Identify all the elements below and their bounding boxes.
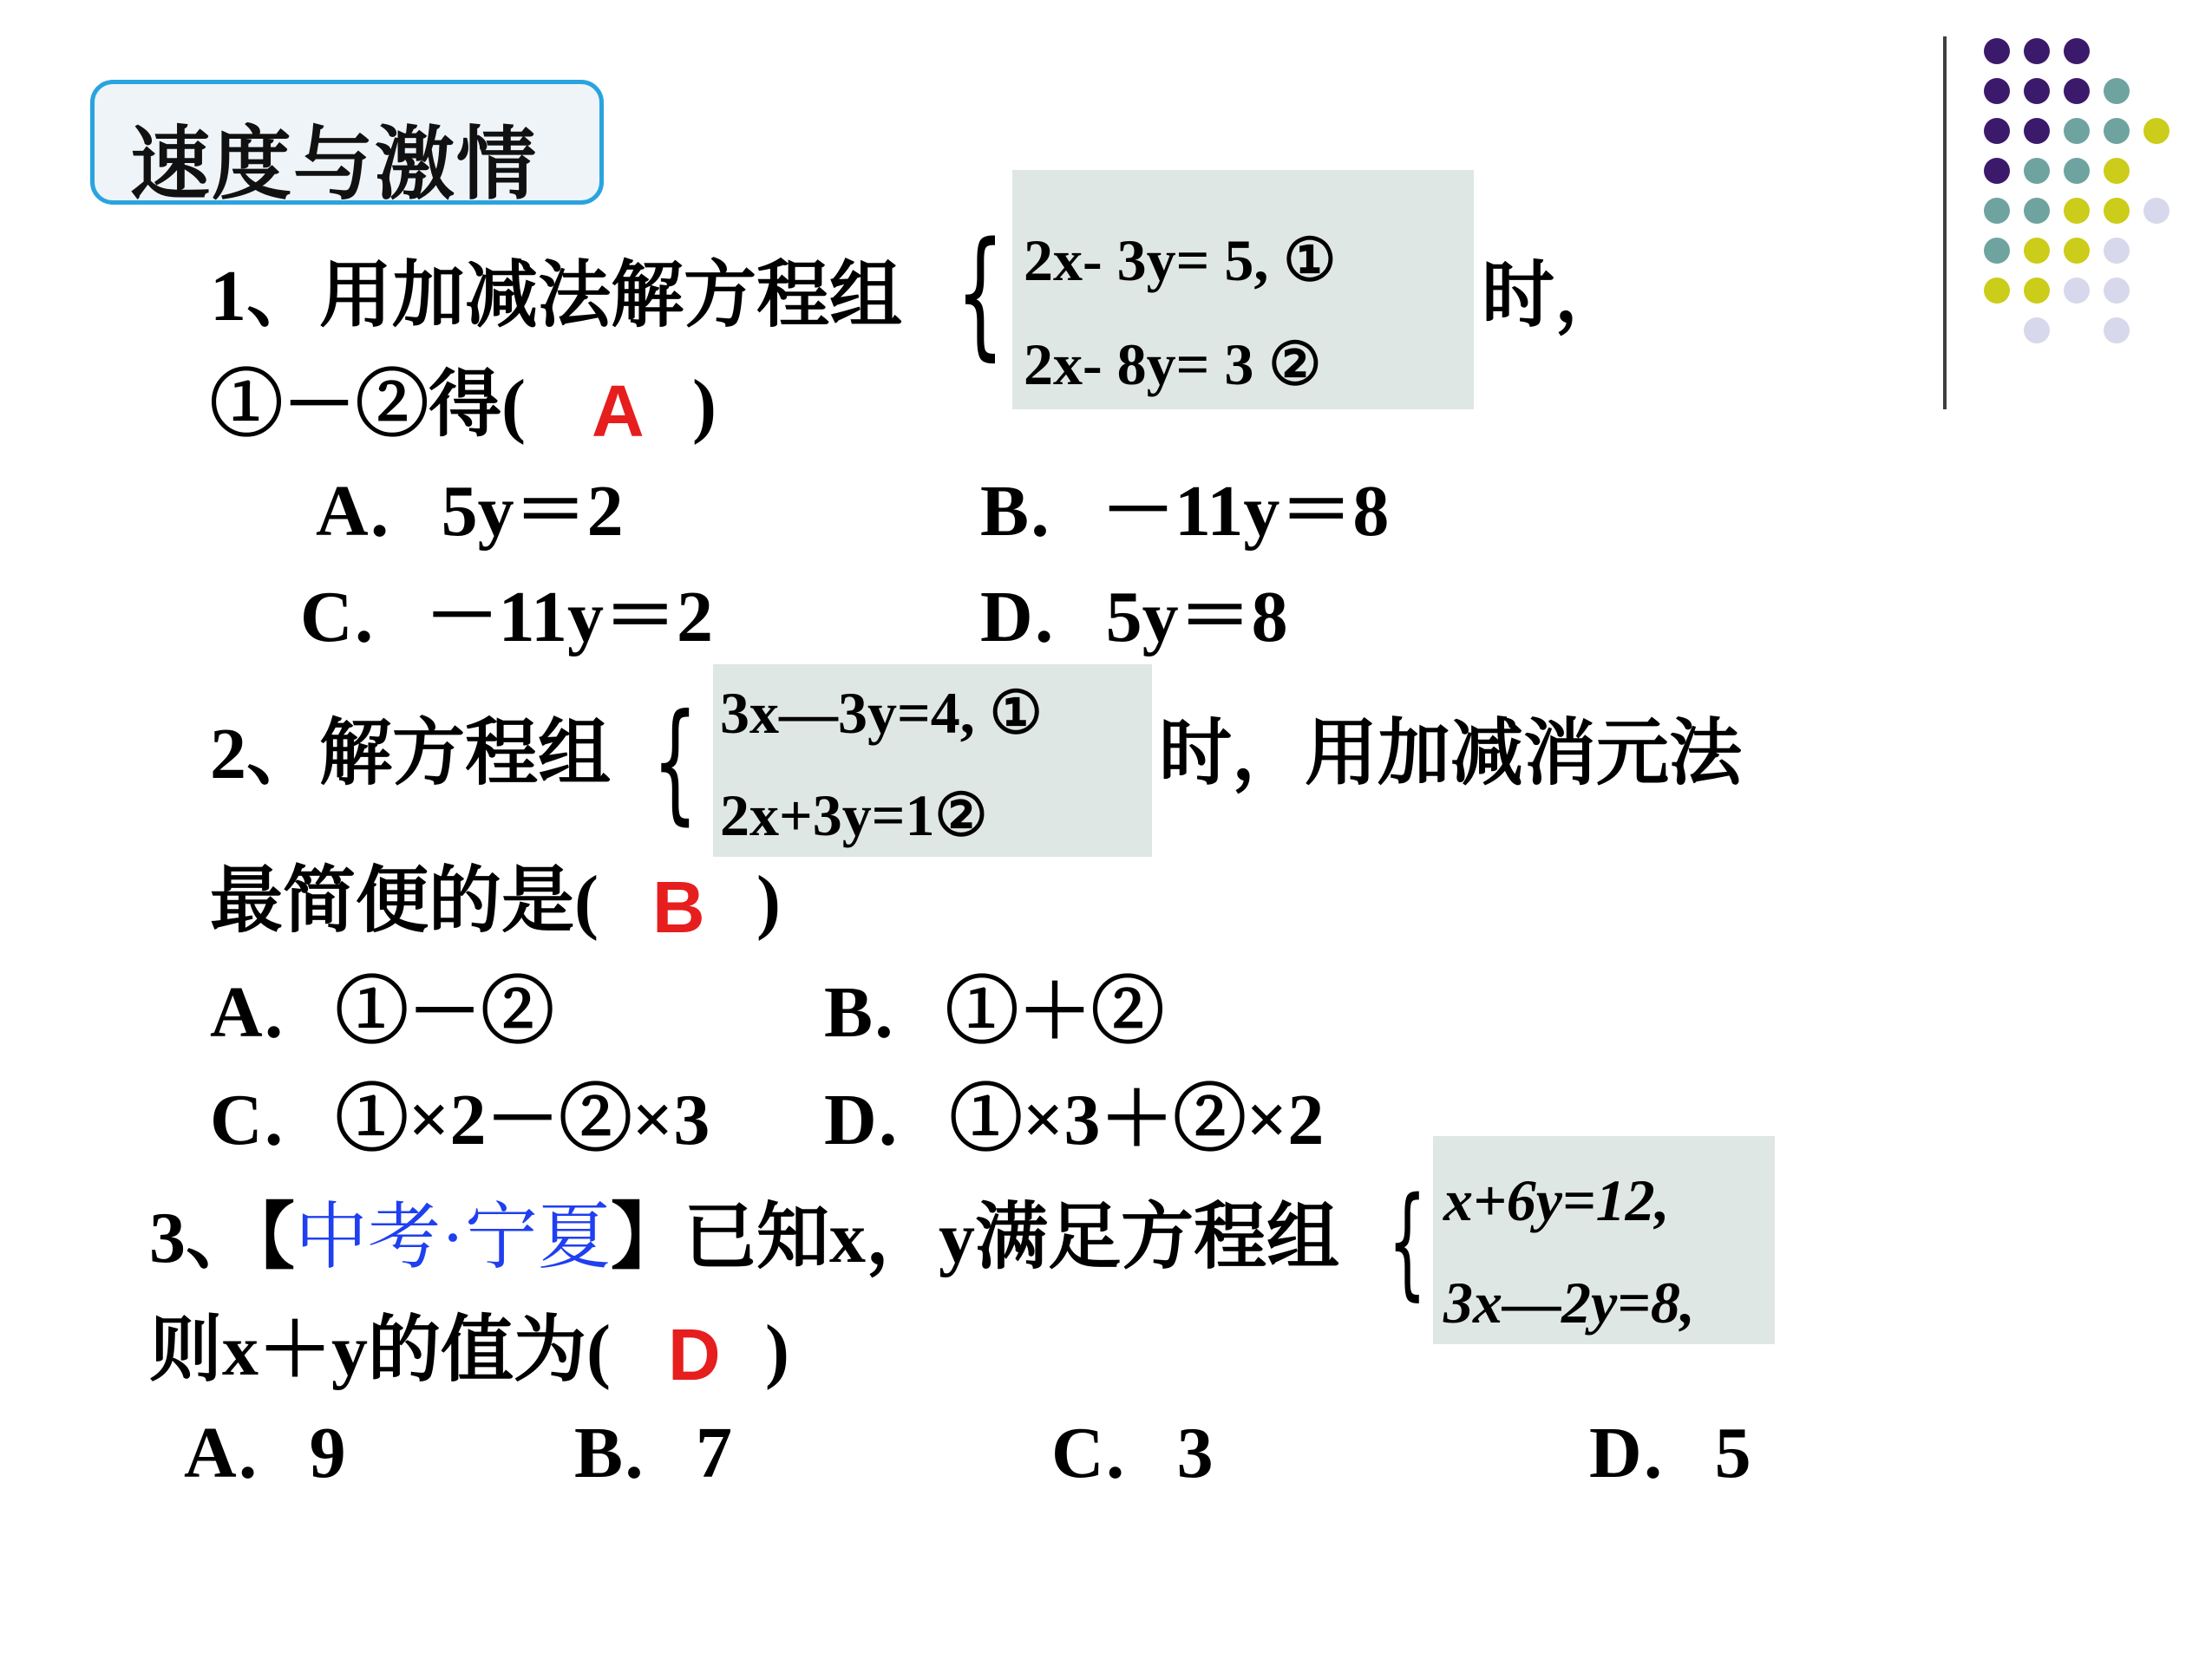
q3-option-a: A．9 bbox=[184, 1413, 346, 1493]
q3-number: 3、【 bbox=[149, 1198, 296, 1278]
q3-text: 】已知x，y满足方程组 bbox=[611, 1198, 1340, 1278]
q1-brace: { bbox=[956, 212, 1005, 374]
decorative-dot bbox=[2024, 158, 2050, 184]
decorative-dot bbox=[2143, 118, 2169, 144]
q2-answer: B bbox=[652, 866, 705, 948]
q2-suffix: 时，用加减消元法 bbox=[1159, 714, 1743, 794]
decorative-dot bbox=[2064, 238, 2090, 264]
decorative-dot bbox=[2104, 158, 2130, 184]
q1-option-a: A．5y＝2 bbox=[316, 471, 624, 552]
q3-eq2-text: 3x—2y=8, bbox=[1443, 1270, 1695, 1336]
decorative-dot bbox=[1984, 238, 2010, 264]
q3-eq1 bbox=[1443, 1166, 1670, 1235]
decorative-dot bbox=[1984, 278, 2010, 304]
q2-option-c: C．①×2－②×3 bbox=[210, 1080, 710, 1160]
decorative-dot bbox=[2104, 317, 2130, 343]
q2-line2: 最简便的是( bbox=[210, 861, 599, 942]
q2-eq1-text: 3x—3y=4, ① bbox=[720, 680, 1043, 746]
q3-close: ) bbox=[765, 1310, 789, 1391]
decorative-dot bbox=[2024, 198, 2050, 224]
q2-option-d: D．①×3＋②×2 bbox=[824, 1080, 1325, 1160]
decorative-dot bbox=[2024, 38, 2050, 64]
q1-answer: A bbox=[592, 370, 645, 452]
decorative-dot bbox=[1984, 158, 2010, 184]
q2-eq2 bbox=[720, 781, 987, 850]
q2-eq1 bbox=[720, 678, 1043, 748]
decorative-dot bbox=[1984, 118, 2010, 144]
q2-close: ) bbox=[756, 861, 781, 942]
q3-brace: { bbox=[1388, 1172, 1427, 1313]
decorative-dot bbox=[2143, 198, 2169, 224]
q2-brace: { bbox=[652, 687, 698, 838]
q1-option-b: B．－11y＝8 bbox=[980, 471, 1390, 552]
decorative-dot bbox=[1984, 38, 2010, 64]
q3-source: 中考·宁夏 bbox=[295, 1198, 611, 1278]
q1-eq2-text: 2x- 8y= 3 ② bbox=[1024, 331, 1322, 397]
q3-eq2 bbox=[1443, 1268, 1695, 1337]
q1-option-c: C．－11y＝2 bbox=[300, 577, 714, 657]
q3-eq1-text: x+6y=12, bbox=[1443, 1167, 1670, 1233]
decorative-dot bbox=[1984, 78, 2010, 104]
q2-eq2-text: 2x+3y=1② bbox=[720, 782, 988, 848]
decorative-dot bbox=[2024, 278, 2050, 304]
q2-option-b: B．①＋② bbox=[824, 972, 1165, 1053]
q3-option-d: D．5 bbox=[1589, 1413, 1751, 1493]
q1-suffix: 时， bbox=[1482, 256, 1628, 336]
q1-option-d: D．5y＝8 bbox=[980, 577, 1288, 657]
q1-prefix: 1、用加减法解方程组 bbox=[210, 256, 903, 336]
decorative-dot bbox=[2064, 158, 2090, 184]
q2-option-a: A．①－② bbox=[210, 972, 554, 1053]
q1-eq1-text: 2x- 3y= 5, ① bbox=[1024, 227, 1337, 293]
q3-option-c: C．3 bbox=[1051, 1413, 1214, 1493]
decorative-dot bbox=[2024, 78, 2050, 104]
q3-line1 bbox=[149, 1195, 1339, 1282]
q1-close: ) bbox=[692, 365, 717, 446]
decorative-dot bbox=[2024, 238, 2050, 264]
decorative-dot bbox=[1984, 198, 2010, 224]
q1-line2: ①－②得( bbox=[210, 365, 526, 446]
decorative-dot bbox=[2104, 238, 2130, 264]
decorative-dot bbox=[2064, 78, 2090, 104]
q3-option-b: B．7 bbox=[574, 1413, 733, 1493]
decorative-dot bbox=[2064, 38, 2090, 64]
decorative-dot bbox=[2024, 118, 2050, 144]
q1-eq2 bbox=[1024, 330, 1321, 399]
q3-line2: 则x＋y的值为( bbox=[149, 1310, 611, 1391]
divider-line bbox=[1943, 36, 1947, 409]
decorative-dot bbox=[2064, 198, 2090, 224]
page-title: 速度与激情 bbox=[130, 118, 539, 211]
q1-eq1 bbox=[1024, 225, 1336, 295]
decorative-dot bbox=[2104, 78, 2130, 104]
q2-prefix: 2、解方程组 bbox=[210, 714, 612, 794]
decorative-dot bbox=[2104, 118, 2130, 144]
decorative-dot bbox=[2064, 278, 2090, 304]
decorative-dot bbox=[2104, 278, 2130, 304]
q3-answer: D bbox=[668, 1314, 721, 1395]
decorative-dot bbox=[2064, 118, 2090, 144]
decorative-dot bbox=[2104, 198, 2130, 224]
decorative-dot bbox=[2024, 317, 2050, 343]
